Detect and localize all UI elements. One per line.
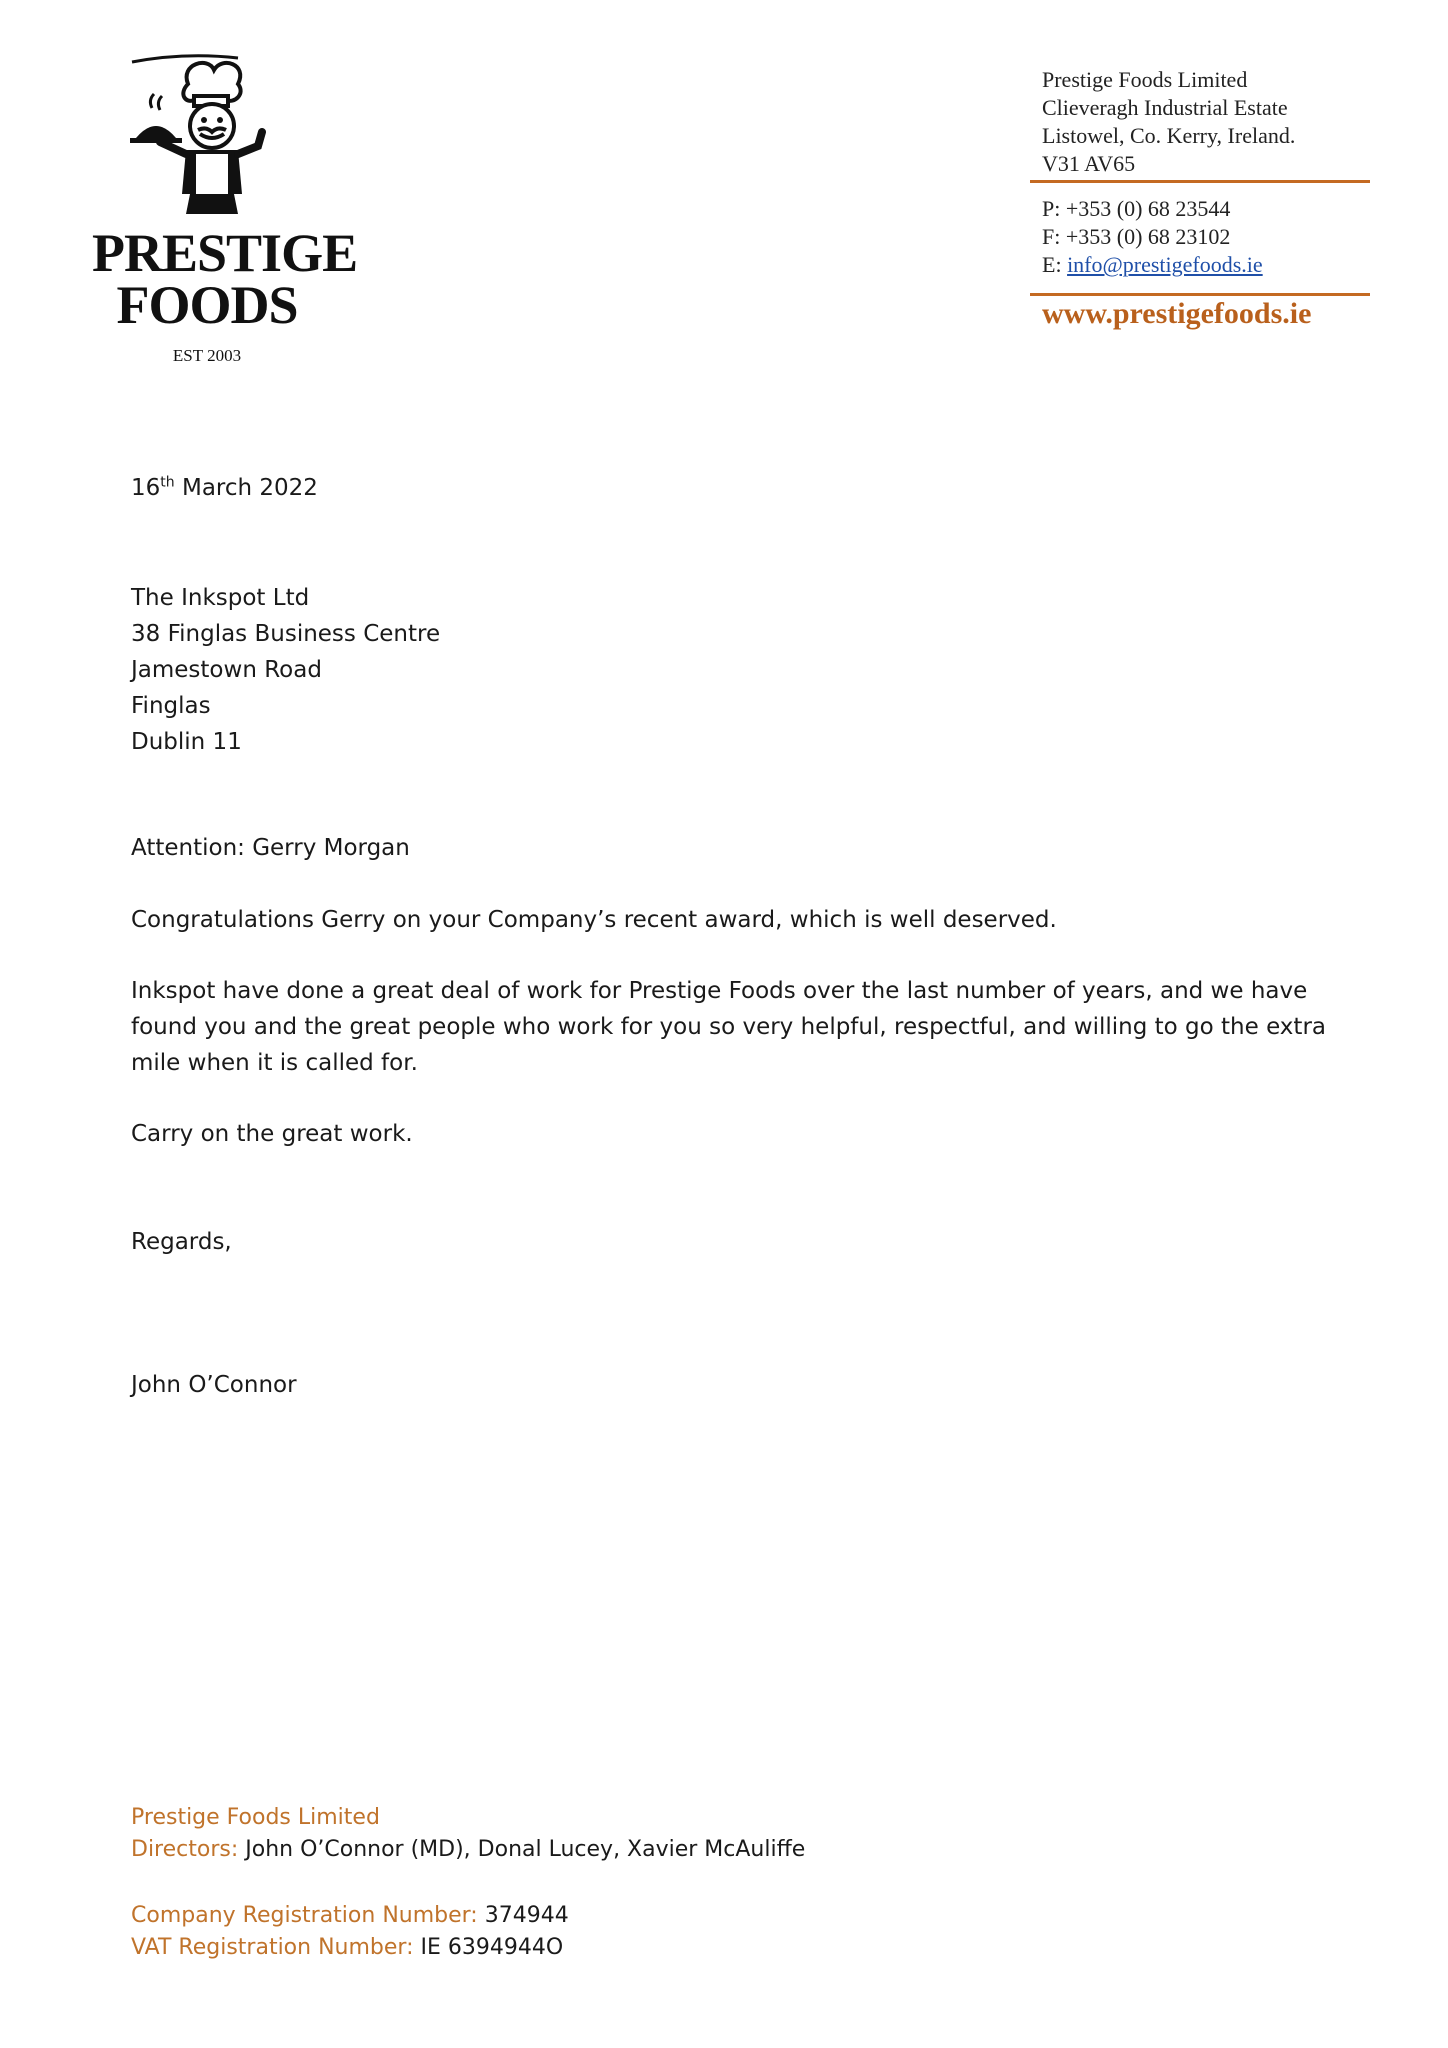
logo-word-2: FOODS <box>116 275 298 335</box>
attention-line: Attention: Gerry Morgan <box>131 835 410 861</box>
recipient-line: The Inkspot Ltd <box>131 585 310 611</box>
phone-value: +353 (0) 68 23544 <box>1065 196 1231 221</box>
sender-address-line-1: Clieveragh Industrial Estate <box>1042 95 1288 120</box>
email-link[interactable]: info@prestigefoods.ie <box>1067 252 1263 277</box>
company-reg-value: 374944 <box>484 1903 569 1928</box>
date-suffix: th <box>160 474 175 491</box>
sender-address-line-2: Listowel, Co. Kerry, Ireland. <box>1042 123 1296 148</box>
body-paragraph: Inkspot have done a great deal of work for Prestige Foods over the last number of years, and we have found you and the great people who work for you so very helpful, respectful, and willing to go the extra mile when it is called for. <box>131 978 1326 1076</box>
vat-reg-value: IE 6394944O <box>420 1935 564 1960</box>
vat-reg-label: VAT Registration Number: <box>131 1935 414 1960</box>
recipient-line: Dublin 11 <box>131 729 242 755</box>
fax-label: F: <box>1042 224 1061 249</box>
header-divider-1 <box>1030 180 1370 183</box>
logo-swoosh <box>130 54 240 64</box>
regards: Regards, <box>131 1229 232 1255</box>
signatory-name: John O’Connor <box>131 1372 297 1398</box>
fax-value: +353 (0) 68 23102 <box>1065 224 1231 249</box>
recipient-address <box>131 580 1351 760</box>
sender-contact-block <box>1042 66 1382 328</box>
date-month-year: March 2022 <box>181 475 318 501</box>
recipient-line: 38 Finglas Business Centre <box>131 621 441 647</box>
congratulations-paragraph: Congratulations Gerry on your Company’s recent award, which is well deserved. <box>131 907 1057 933</box>
sender-fax <box>1042 223 1382 251</box>
logo-word-1: PRESTIGE <box>92 223 358 283</box>
company-logo <box>92 54 358 374</box>
website-link[interactable]: www.prestigefoods.ie <box>1042 297 1312 330</box>
footer-company-name: Prestige Foods Limited <box>131 1805 380 1830</box>
footer-vat-reg <box>131 1932 569 1964</box>
footer-directors <box>131 1834 805 1866</box>
sender-postcode: V31 AV65 <box>1042 151 1136 176</box>
directors-label: Directors: <box>131 1837 239 1862</box>
closing-line: Carry on the great work. <box>131 1121 413 1147</box>
date-day: 16 <box>131 475 161 501</box>
sender-email <box>1042 251 1382 279</box>
sender-company: Prestige Foods Limited <box>1042 67 1248 92</box>
directors-value: John O’Connor (MD), Donal Lucey, Xavier McAuliffe <box>245 1837 806 1862</box>
phone-label: P: <box>1042 196 1061 221</box>
footer-company-reg <box>131 1900 569 1932</box>
sender-phone <box>1042 195 1382 223</box>
recipient-line: Finglas <box>131 693 211 719</box>
chef-icon <box>130 54 280 224</box>
letter-date <box>131 470 1351 506</box>
header-divider-2 <box>1030 293 1370 296</box>
logo-established: EST 2003 <box>172 346 242 365</box>
footer-registration-block <box>131 1900 569 1964</box>
company-reg-label: Company Registration Number: <box>131 1903 478 1928</box>
email-label: E: <box>1042 252 1062 277</box>
recipient-line: Jamestown Road <box>131 657 322 683</box>
footer-company-block <box>131 1802 805 1866</box>
